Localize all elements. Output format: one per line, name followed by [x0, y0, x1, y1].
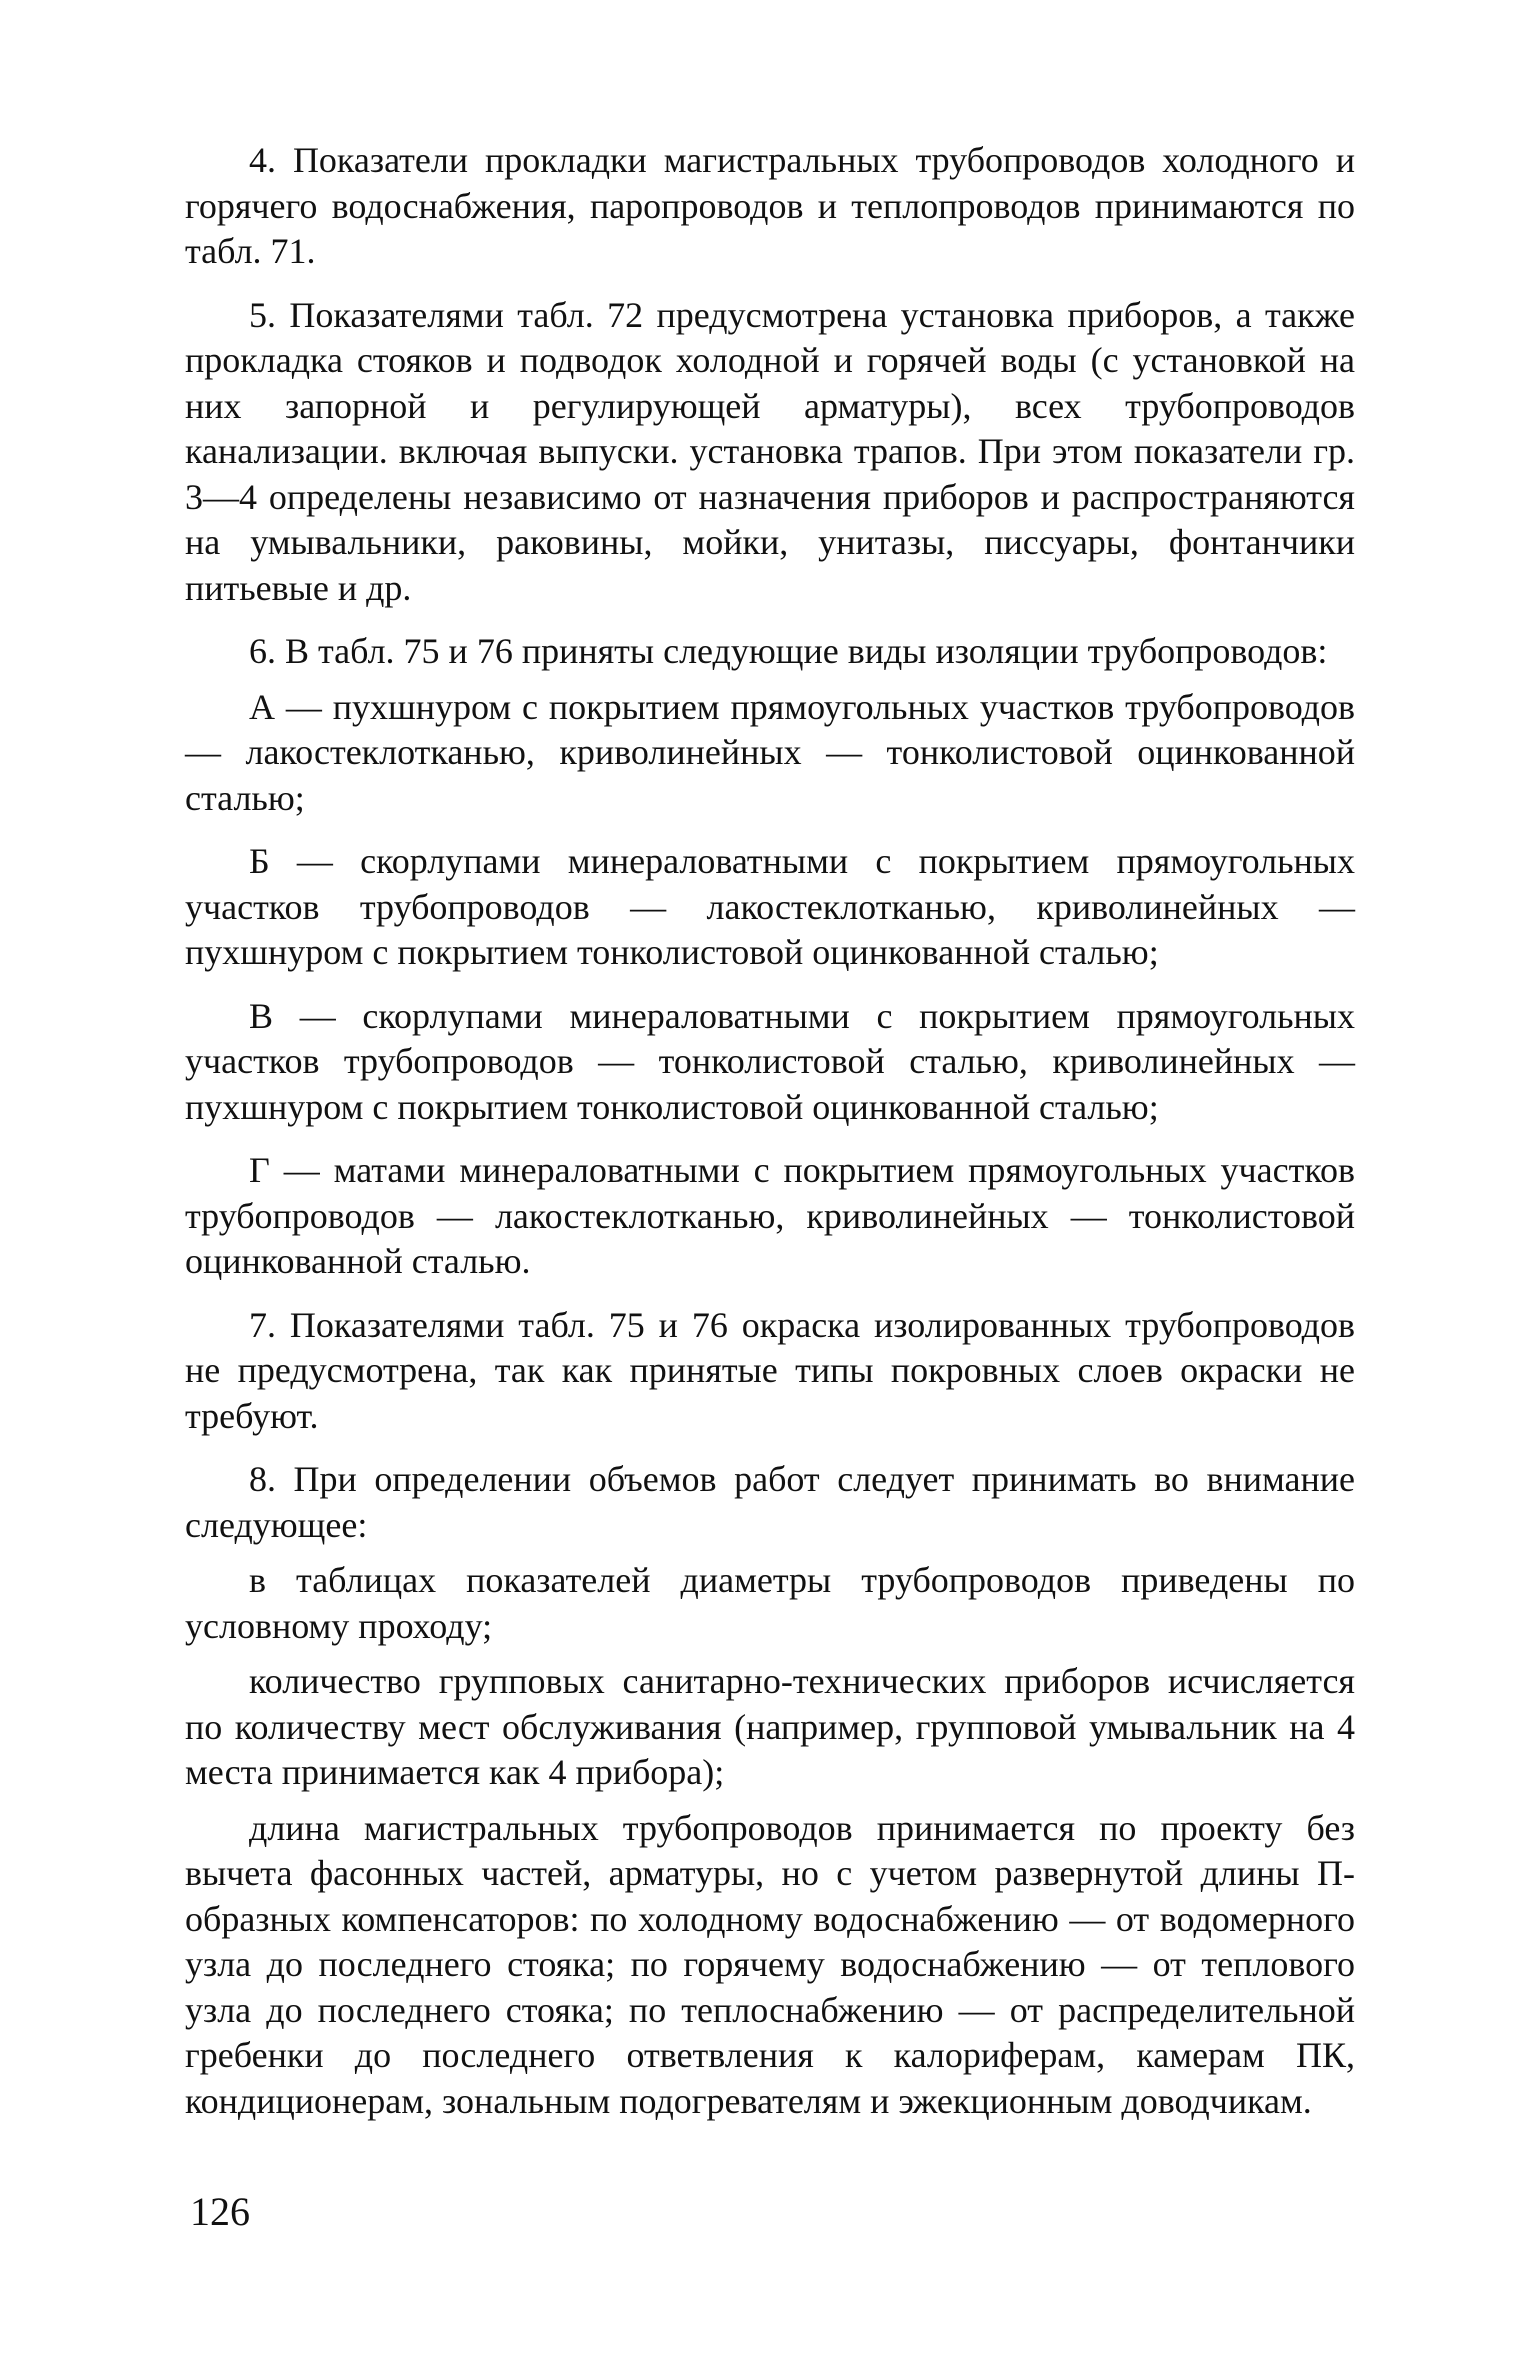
rule-diameters: в таблицах показателей диаметры трубопроводов приведены по условному проходу;: [185, 1560, 1355, 1646]
paragraph-4: 4. Показатели прокладки магистральных трубопроводов холодного и горячего водоснабжения, паропроводов и теплопроводов принимаются по табл. 71.: [185, 140, 1355, 271]
page-body: [185, 138, 1355, 2124]
paragraph-8: 8. При определении объемов работ следует принимать во внимание следующее:: [185, 1459, 1355, 1545]
page-number: 126: [190, 2189, 250, 2234]
paragraph-7: 7. Показателями табл. 75 и 76 окраска изолированных трубопроводов не предусмотрена, так как принятые типы покровных слоев окраски не требуют.: [185, 1304, 1355, 1436]
insulation-type-v: В — скорлупами минераловатными с покрытием прямоугольных участков трубопроводов — тонколистовой сталью, криволинейных — пухшнуром с покрытием тонколистовой оцинкованной сталью;: [185, 995, 1355, 1127]
rule-fixture-count: количество групповых санитарно-технических приборов исчисляется по количеству мест обслуживания (например, групповой умывальник на 4 места принимается как 4 прибора);: [185, 1661, 1355, 1792]
insulation-type-b: Б — скорлупами минераловатными с покрытием прямоугольных участков трубопроводов — лакостеклотканью, криволинейных — пухшнуром с покрытием тонколистовой оцинкованной сталью;: [185, 841, 1355, 972]
paragraph-6: 6. В табл. 75 и 76 приняты следующие виды изоляции трубопроводов:: [249, 631, 1328, 671]
paragraph-5: 5. Показателями табл. 72 предусмотрена установка приборов, а также прокладка стояков и подводок холодной и горячей воды (с установкой на них запорной и регулирующей арматуры), всех трубопроводов канализации. включая выпуски. установка трапов. При этом показатели гр. 3—4 определены независимо от назначения приборов и распространяются на умывальники, раковины, мойки, унитазы, писсуары, фонтанчики питьевые и др.: [185, 294, 1355, 608]
rule-pipeline-length: длина магистральных трубопроводов принимается по проекту без вычета фасонных частей, арматуры, но с учетом развернутой длины П-образных компенсаторов: по холодному водоснабжению — от водомерного узла до последнего стояка; по горячему водоснабжению — от теплового узла до последнего стояка; по теплоснабжению — от распределительной гребенки до последнего ответвления к калориферам, камерам ПК, кондиционерам, зональным подогревателям и эжекционным доводчикам.: [185, 1807, 1355, 2121]
insulation-type-g: Г — матами минераловатными с покрытием прямоугольных участков трубопроводов — лакостеклотканью, криволинейных — тонколистовой оцинкованной сталью.: [185, 1150, 1355, 1281]
insulation-type-a: А — пухшнуром с покрытием прямоугольных участков трубопроводов — лакостеклотканью, криволинейных — тонколистовой оцинкованной сталью;: [185, 686, 1355, 818]
